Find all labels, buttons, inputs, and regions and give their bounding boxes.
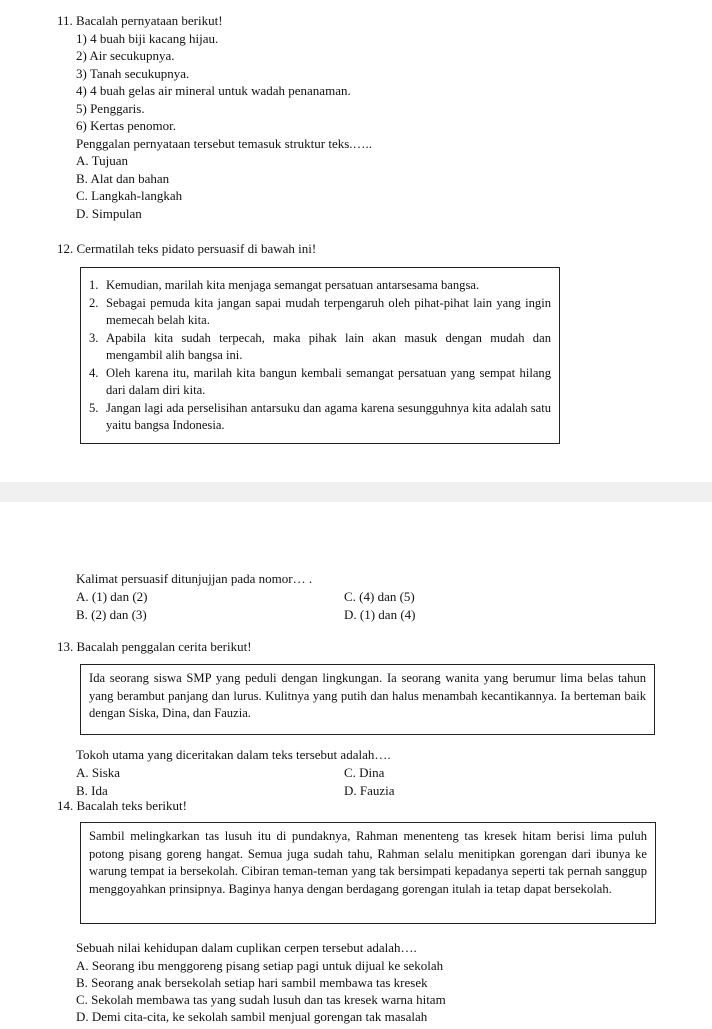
q11-item-3: 3) Tanah secukupnya.	[76, 65, 190, 81]
q12-speech-item	[81, 330, 559, 365]
q13-option-d[interactable]: D. Fauzia	[344, 783, 395, 798]
q12-speech-item	[81, 365, 559, 400]
q12-speech-item	[81, 277, 559, 295]
q11-option-c[interactable]: C. Langkah-langkah	[76, 188, 183, 203]
q12-item-text: Kemudian, marilah kita menjaga semangat persatuan antarsesama bangsa.	[106, 278, 480, 292]
q12-item-text: Apabila kita sudah terpecah, maka pihak lain akan masuk dengan mudah dan mengambil alih bangsa ini.	[106, 330, 551, 362]
q11-option-d[interactable]: D. Simpulan	[76, 205, 142, 221]
q13-passage-box	[80, 664, 655, 735]
q14-option-d[interactable]: D. Demi cita-cita, ke sekolah sambil menjual gorengan tak masalah	[76, 1009, 428, 1024]
q13-question: Tokoh utama yang diceritakan dalam teks tersebut adalah….	[76, 747, 391, 762]
q12-speech-item	[81, 400, 559, 435]
q12-question: Kalimat persuasif ditunjujjan pada nomor… .	[76, 571, 313, 586]
q11-item-6: 6) Kertas penomor.	[76, 118, 177, 133]
q12-item-number: 5.	[89, 400, 99, 415]
q14-passage: Sambil melingkarkan tas lusuh itu di pundaknya, Rahman menenteng tas kresek hitam berisi lima puluh potong pisang goreng hangat. Semua juga sudah tahu, Rahman selalu menitipkan gorengan dari ibunya ke warung tempat ia bersekolah. Cibiran teman-teman yang tak bersimpati kepadanya seperti tak pernah sanggup menggoyahkan prinsipnya. Baginya hanya dengan berdagang gorengan itulah ia tetap dapat bersekolah.	[89, 829, 647, 896]
q14-option-b[interactable]: B. Seorang anak bersekolah setiap hari sambil membawa tas kresek	[76, 975, 428, 990]
q12-item-number: 1.	[89, 278, 99, 292]
q11-item-1: 1) 4 buah biji kacang hijau.	[76, 30, 219, 46]
q12-item-text: Jangan lagi ada perselisihan antarsuku dan agama karena sesungguhnya kita adalah satu yaitu bangsa Indonesia.	[106, 400, 551, 432]
question-13-header: 13. Bacalah penggalan cerita berikut!	[57, 639, 252, 654]
q12-option-b[interactable]: B. (2) dan (3)	[76, 607, 147, 622]
q13-passage: Ida seorang siswa SMP yang peduli dengan lingkungan. Ia seorang wanita yang berumur lima belas tahun yang berambut panjang dan lurus. Kulitnya yang putih dan halus menambah kecantikannya. Ia berteman baik dengan Siska, Dina, dan Fauzia.	[89, 671, 646, 720]
q11-item-5: 5) Penggaris.	[76, 100, 145, 116]
question-11	[57, 12, 617, 222]
q13-option-c[interactable]: C. Dina	[344, 765, 385, 780]
q12-speech-box	[80, 267, 560, 444]
q13-option-a[interactable]: A. Siska	[76, 765, 121, 780]
page-break-band	[0, 482, 712, 502]
q12-item-text: Sebagai pemuda kita jangan sapai mudah terpengaruh oleh pihat-pihat lain yang ingin memecah belah kita.	[106, 295, 551, 327]
q14-option-a[interactable]: A. Seorang ibu menggoreng pisang setiap pagi untuk dijual ke sekolah	[76, 958, 444, 973]
q12-item-number: 3.	[89, 330, 99, 345]
q11-option-b[interactable]: B. Alat dan bahan	[76, 170, 170, 186]
q12-option-a[interactable]: A. (1) dan (2)	[76, 589, 148, 604]
q12-option-c[interactable]: C. (4) dan (5)	[344, 589, 415, 604]
q12-item-number: 4.	[89, 365, 99, 380]
q12-item-number: 2.	[89, 295, 99, 310]
q12-option-d[interactable]: D. (1) dan (4)	[344, 607, 416, 622]
question-11-header: 11. Bacalah pernyataan berikut!	[57, 13, 223, 28]
q11-option-a[interactable]: A. Tujuan	[76, 153, 129, 168]
q12-item-text: Oleh karena itu, marilah kita bangun kembali semangat persatuan yang sempat hilang dari dalam diri kita.	[106, 365, 551, 397]
q11-item-4: 4) 4 buah gelas air mineral untuk wadah penanaman.	[76, 83, 351, 98]
question-12-header: 12. Cermatilah teks pidato persuasif di bawah ini!	[57, 241, 317, 256]
q14-question: Sebuah nilai kehidupan dalam cuplikan cerpen tersebut adalah….	[76, 940, 417, 955]
q11-question: Penggalan pernyataan tersebut temasuk struktur teks.…..	[76, 135, 373, 151]
question-14-header: 14. Bacalah teks berikut!	[57, 798, 187, 813]
q12-speech-item	[81, 295, 559, 330]
q14-option-c[interactable]: C. Sekolah membawa tas yang sudah lusuh dan tas kresek warna hitam	[76, 992, 446, 1007]
q11-item-2: 2) Air secukupnya.	[76, 48, 175, 63]
q14-passage-box	[80, 822, 656, 924]
q13-option-b[interactable]: B. Ida	[76, 783, 108, 798]
